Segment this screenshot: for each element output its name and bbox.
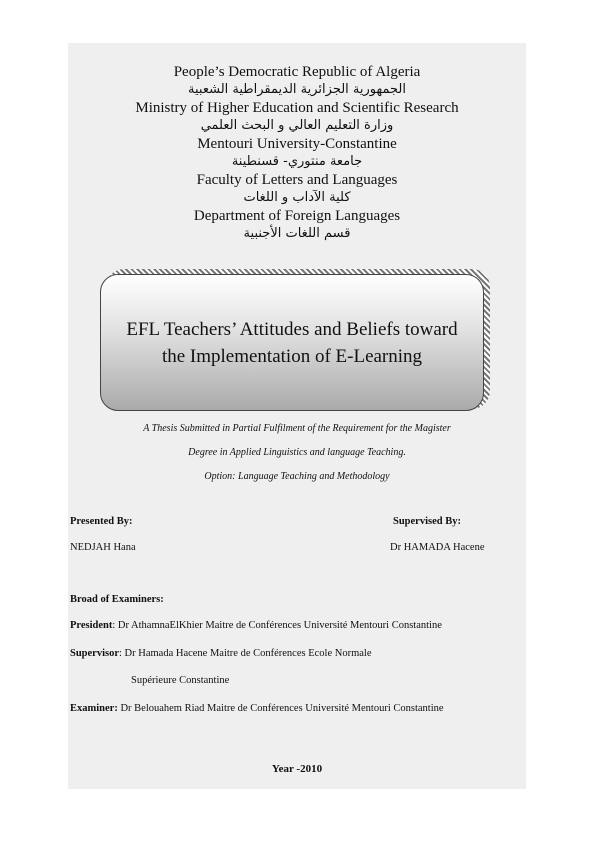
country-name-arabic: الجمهورية الجزائرية الديمقراطية الشعبية	[188, 82, 406, 97]
university-name-arabic: جامعة منتوري- قسنطينة	[231, 154, 363, 169]
president-details: : Dr AthamnaElKhier Maitre de Conférences Université Mentouri Constantine	[112, 620, 442, 631]
presented-by-label: Presented By:	[70, 516, 133, 527]
faculty-name-arabic: كلية الآداب و اللغات	[243, 190, 351, 205]
examiner-label: Examiner:	[70, 703, 118, 714]
thesis-subtitle	[68, 417, 526, 489]
president-line	[70, 620, 442, 631]
supervisor-line-continued: Supérieure Constantine	[131, 675, 230, 686]
thesis-year: Year -2010	[271, 763, 323, 775]
supervised-by-label: Supervised By:	[393, 516, 461, 527]
university-name: Mentouri University-Constantine	[197, 136, 397, 152]
supervisor-label: Supervisor	[70, 648, 120, 659]
subtitle-line-2: Degree in Applied Linguistics and language Teaching.	[188, 447, 406, 458]
examiner-details: Dr Belouahem Riad Maitre de Conférences Université Mentouri Constantine	[117, 703, 444, 714]
ministry-name-arabic: وزارة التعليم العالي و البحث العلمي	[200, 118, 394, 133]
thesis-title	[116, 316, 467, 370]
supervisor-name: Dr HAMADA Hacene	[390, 542, 485, 553]
subtitle-line-3: Option: Language Teaching and Methodology	[204, 471, 390, 482]
examiner-line	[70, 703, 444, 714]
author-name: NEDJAH Hana	[70, 542, 136, 553]
institution-header	[68, 63, 526, 243]
thesis-title-line-1: EFL Teachers’ Attitudes and Beliefs toward	[126, 318, 458, 340]
country-name: People’s Democratic Republic of Algeria	[173, 64, 421, 80]
title-page	[68, 43, 526, 789]
department-name-arabic: قسم اللغات الأجنبية	[243, 226, 351, 241]
subtitle-line-1: A Thesis Submitted in Partial Fulfilment of the Requirement for the Magister	[143, 423, 451, 434]
faculty-name: Faculty of Letters and Languages	[196, 172, 398, 188]
thesis-title-line-2: the Implementation of E-Learning	[161, 345, 423, 367]
examiners-heading: Broad of Examiners:	[70, 594, 164, 605]
supervisor-details: : Dr Hamada Hacene Maitre de Conférences Ecole Normale	[119, 648, 372, 659]
thesis-title-box	[100, 274, 484, 411]
department-name: Department of Foreign Languages	[193, 208, 401, 224]
president-label: President	[70, 620, 113, 631]
ministry-name: Ministry of Higher Education and Scientific Research	[135, 100, 459, 116]
supervisor-line	[70, 648, 371, 659]
